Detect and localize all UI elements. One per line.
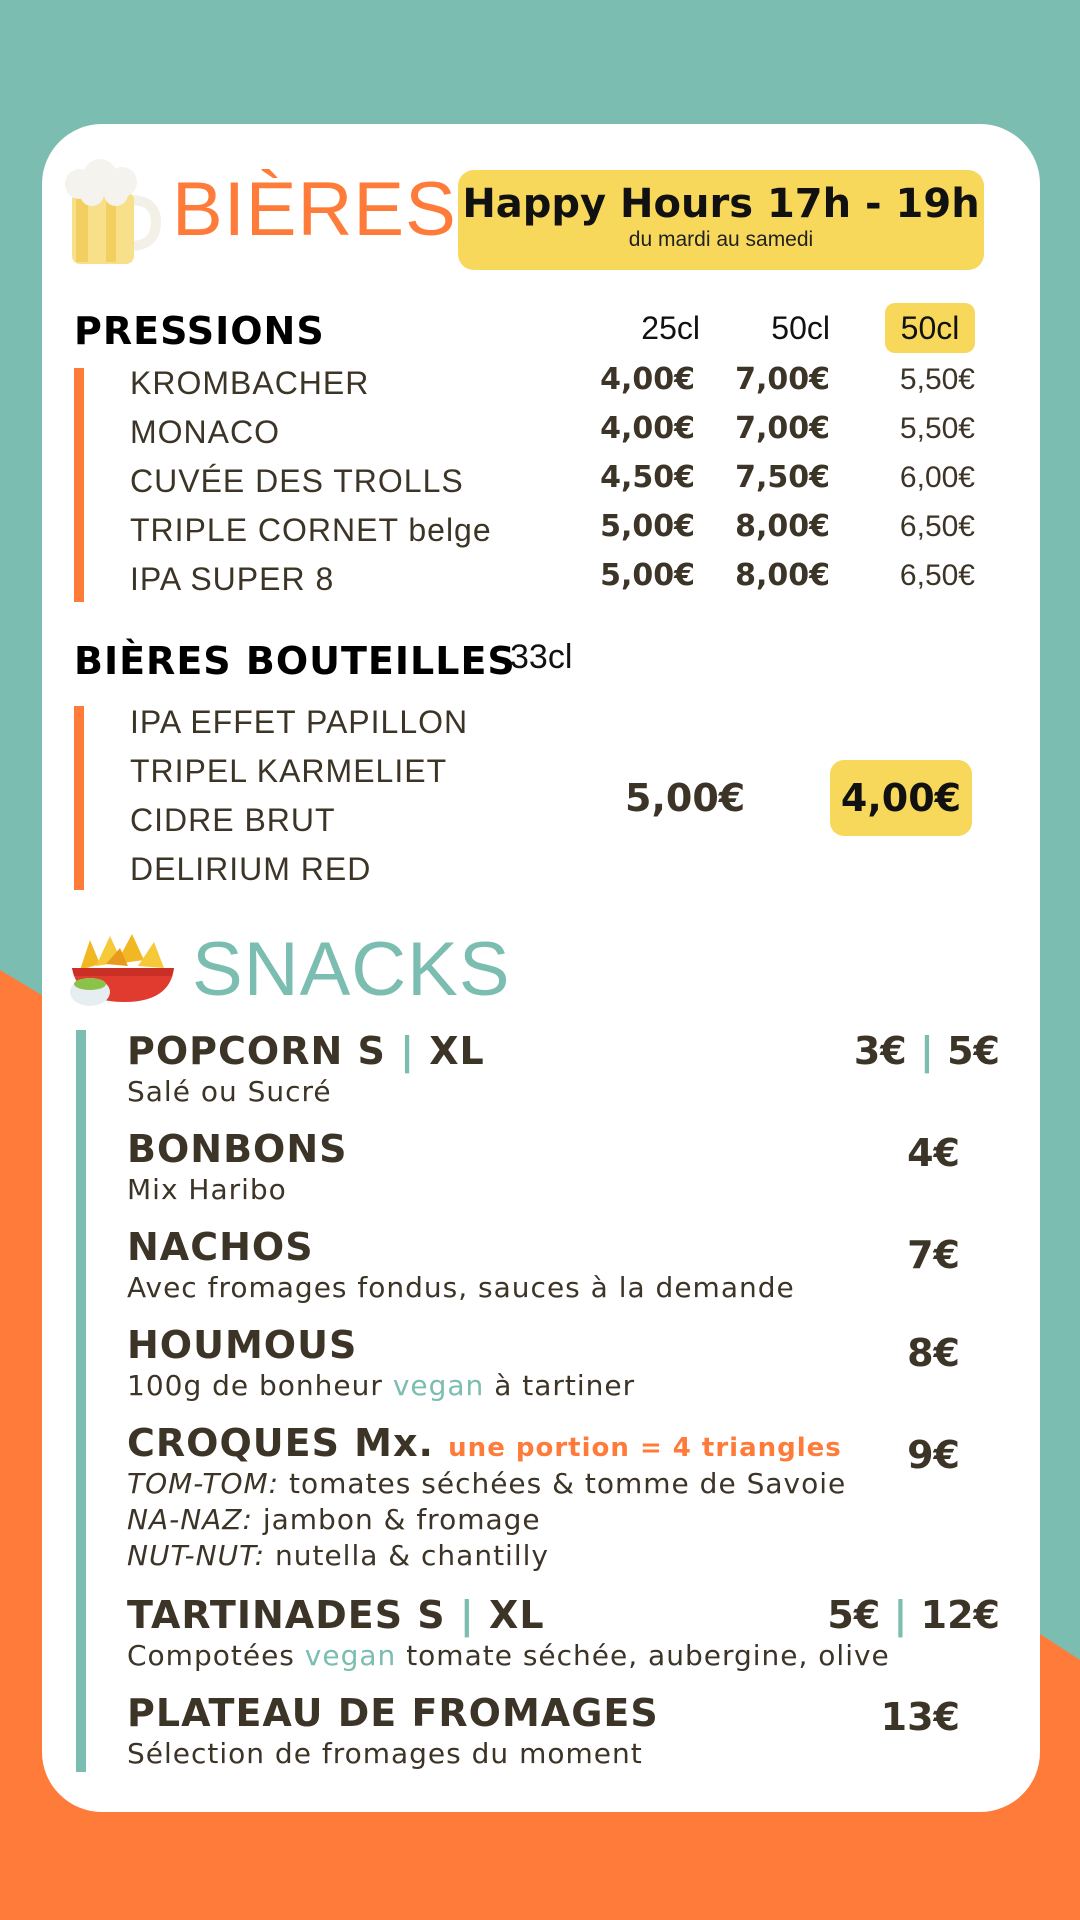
happy-hours-subtitle: du mardi au samedi: [628, 228, 814, 251]
happy-hours-banner: [458, 170, 984, 270]
snack-name-text: TARTINADES S: [127, 1593, 446, 1637]
bottle-happy-hour-price: 4,00€: [830, 760, 972, 836]
desc-text: 100g de bonheur: [127, 1369, 383, 1402]
desc-text: Compotées: [127, 1639, 295, 1672]
price-separator: |: [893, 1593, 908, 1637]
snack-price: 7€: [907, 1233, 960, 1277]
desc-text: tomate séchée, aubergine, olive: [406, 1639, 890, 1672]
snack-name: NACHOS: [127, 1225, 314, 1269]
snack-description: [127, 1639, 890, 1672]
bottle-name: IPA EFFET PAPILLON: [130, 704, 469, 740]
variant-label: TOM-TOM:: [127, 1467, 280, 1500]
variant-text: jambon & fromage: [262, 1503, 541, 1536]
snack-price: 4€: [907, 1131, 960, 1175]
snack-price: [780, 1593, 1000, 1637]
snack-description: Salé ou Sucré: [127, 1075, 332, 1108]
beer-mug-icon: [62, 152, 162, 270]
price-50cl: 7,50€: [735, 460, 830, 495]
happy-hour-size-label: 50cl: [885, 303, 975, 353]
snack-description: [127, 1369, 636, 1402]
variant-text: nutella & chantilly: [274, 1539, 549, 1572]
snacks-title: SNACKS: [192, 927, 511, 1012]
price-happy-hour: 5,50€: [899, 412, 975, 445]
beer-name: CUVÉE DES TROLLS: [130, 463, 464, 499]
nachos-bowl-icon: [66, 930, 180, 1010]
beer-name: TRIPLE CORNET belge: [130, 512, 492, 548]
price-small: 5€: [827, 1593, 881, 1637]
snack-price: [780, 1029, 1000, 1073]
size-separator: |: [400, 1029, 415, 1073]
price-large: 5€: [947, 1029, 1000, 1073]
snacks-accent-bar: [76, 1030, 86, 1772]
price-25cl: 5,00€: [600, 558, 695, 593]
price-50cl: 8,00€: [735, 509, 830, 544]
price-25cl: 4,00€: [600, 362, 695, 397]
snack-name: HOUMOUS: [127, 1323, 358, 1367]
price-50cl: 7,00€: [735, 411, 830, 446]
vegan-tag: vegan: [304, 1639, 397, 1672]
vegan-tag: vegan: [392, 1369, 485, 1402]
snack-name-size: XL: [489, 1593, 545, 1637]
portion-note: une portion = 4 triangles: [448, 1433, 842, 1463]
snack-description: Avec fromages fondus, sauces à la demande: [127, 1271, 795, 1304]
price-25cl: 5,00€: [600, 509, 695, 544]
snack-name-text: CROQUES Mx.: [127, 1421, 434, 1465]
size-label-25cl: 25cl: [641, 310, 700, 346]
snack-price: 9€: [907, 1433, 960, 1477]
croque-variant: [127, 1503, 541, 1536]
size-label-50cl: 50cl: [771, 310, 830, 346]
snack-description: Mix Haribo: [127, 1173, 287, 1206]
variant-label: NA-NAZ:: [127, 1503, 253, 1536]
snack-name-size: XL: [429, 1029, 485, 1073]
pressions-heading: PRESSIONS: [74, 309, 325, 353]
price-happy-hour: 6,50€: [899, 510, 975, 543]
bottle-name: CIDRE BRUT: [130, 802, 336, 838]
croque-variant: [127, 1467, 847, 1500]
pressions-accent-bar: [74, 368, 84, 602]
variant-label: NUT-NUT:: [127, 1539, 266, 1572]
snack-price: 8€: [907, 1331, 960, 1375]
beer-name: KROMBACHER: [130, 365, 370, 401]
price-happy-hour: 6,00€: [899, 461, 975, 494]
price-happy-hour: 6,50€: [899, 559, 975, 592]
price-50cl: 8,00€: [735, 558, 830, 593]
size-separator: |: [459, 1593, 475, 1637]
snack-name-text: POPCORN S: [127, 1029, 386, 1073]
price-25cl: 4,00€: [600, 411, 695, 446]
variant-text: tomates séchées & tomme de Savoie: [289, 1467, 847, 1500]
bottle-price: 5,00€: [625, 776, 746, 820]
price-25cl: 4,50€: [600, 460, 695, 495]
snack-name: [127, 1421, 842, 1465]
bottle-name: DELIRIUM RED: [130, 851, 372, 887]
snack-description: Sélection de fromages du moment: [127, 1737, 643, 1770]
bottle-name: TRIPEL KARMELIET: [130, 753, 448, 789]
beer-name: IPA SUPER 8: [130, 561, 335, 597]
happy-hours-title: Happy Hours 17h - 19h: [462, 181, 980, 227]
price-50cl: 7,00€: [735, 362, 830, 397]
beers-title: BIÈRES: [172, 167, 457, 252]
price-happy-hour: 5,50€: [899, 363, 975, 396]
snack-name: PLATEAU DE FROMAGES: [127, 1691, 659, 1735]
bottles-heading: BIÈRES BOUTEILLES: [74, 639, 516, 683]
bottle-size-label: 33cl: [510, 638, 573, 676]
price-small: 3€: [853, 1029, 907, 1073]
snack-name: BONBONS: [127, 1127, 348, 1171]
snack-name: [127, 1029, 485, 1073]
snack-name: [127, 1593, 545, 1637]
price-large: 12€: [920, 1593, 1000, 1637]
price-separator: |: [919, 1029, 934, 1073]
bottles-accent-bar: [74, 706, 84, 890]
desc-text: à tartiner: [494, 1369, 636, 1402]
croque-variant: [127, 1539, 549, 1572]
snack-price: 13€: [880, 1695, 960, 1739]
beer-name: MONACO: [130, 414, 280, 450]
